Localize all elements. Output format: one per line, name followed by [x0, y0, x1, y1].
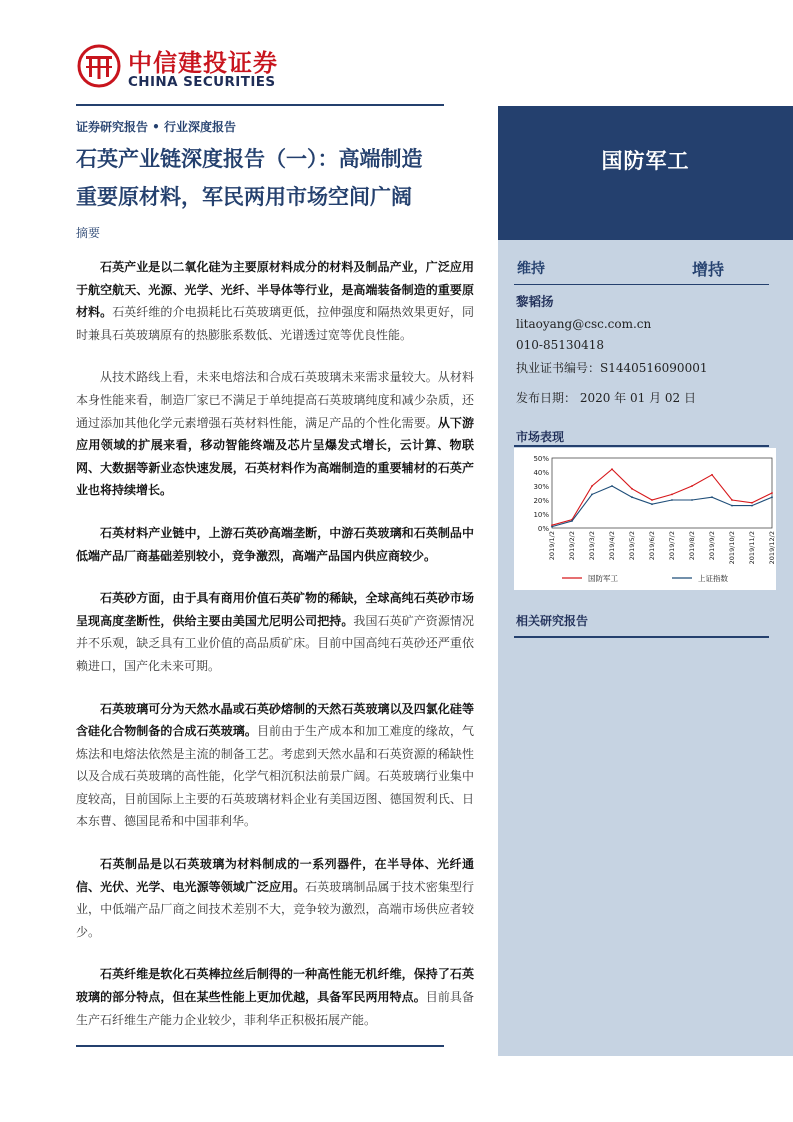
- analyst-name: 黎韬扬: [516, 294, 554, 309]
- x-tick-label: 2019/10/2: [728, 531, 736, 565]
- market-performance-label: 市场表现: [516, 430, 565, 444]
- paragraph-3: [76, 522, 474, 567]
- market-divider: [514, 445, 769, 447]
- p6-bold: 石英制品是以石英玻璃为材料制成的一系列器件，在半导体、光纤通信、光伏、光学、电光源等领域广泛应用。: [76, 857, 474, 894]
- data-point: [611, 468, 613, 470]
- data-point: [571, 520, 573, 522]
- data-point: [551, 526, 553, 528]
- data-point: [691, 485, 693, 487]
- legend-label: 上证指数: [698, 574, 728, 583]
- related-divider: [514, 636, 769, 638]
- p5-text: 目前由于生产成本和加工难度的缘故，气炼法和电熔法依然是主流的制备工艺。考虑到天然水晶和石英资源的稀缺性以及合成石英玻璃的高性能，化学气相沉积法前景广阔。石英玻璃行业集中度较高，目前国际上主要的石英玻璃材料企业有美国迈图、德国贺利氏、日本东曹、德国昆希和中国菲利华。: [76, 724, 474, 829]
- analyst-license: 执业证书编号：S1440516090001: [516, 361, 708, 375]
- data-point: [631, 496, 633, 498]
- data-point: [591, 485, 593, 487]
- header-divider: [76, 104, 444, 106]
- publish-date: 发布日期： 2020 年 01 月 02 日: [516, 391, 696, 405]
- rating-divider: [514, 284, 769, 285]
- rating-current: 增持: [692, 260, 725, 279]
- paragraph-5: [76, 698, 474, 834]
- analyst-phone: 010-85130418: [516, 338, 605, 352]
- citic-logo-icon: [77, 44, 121, 88]
- series-line: [552, 486, 772, 527]
- data-point: [651, 503, 653, 505]
- paragraph-2: [76, 366, 474, 502]
- plot-frame: [552, 458, 772, 528]
- rating-previous: 维持: [517, 261, 545, 277]
- industry-label: 国防军工: [601, 149, 690, 173]
- x-tick-label: 2019/11/2: [748, 531, 756, 565]
- brand-name-cn: 中信建投证券: [128, 49, 278, 77]
- data-point: [711, 474, 713, 476]
- x-tick-label: 2019/2/2: [568, 531, 576, 561]
- p6-text: 石英玻璃制品属于技术密集型行业，中低端产品厂商之间技术差别不大，竞争较为激烈，高端市场供应者较少。: [76, 879, 474, 939]
- y-tick-label: 0%: [537, 525, 549, 533]
- p7-text: 目前具备生产石纤维生产能力企业较少，菲利华正积极拓展产能。: [76, 990, 474, 1027]
- p1-text: 石英纤维的介电损耗比石英玻璃更低，拉伸强度和隔热效果更好，同时兼具石英玻璃原有的热膨胀系数低、光谱透过宽等优良性能。: [76, 305, 474, 342]
- data-point: [691, 499, 693, 501]
- data-point: [771, 496, 773, 498]
- x-tick-label: 2019/6/2: [648, 531, 656, 561]
- x-tick-label: 2019/7/2: [668, 531, 676, 561]
- data-point: [671, 499, 673, 501]
- page-title: [76, 140, 486, 216]
- p5-bold: 石英玻璃可分为天然水晶或石英砂熔制的天然石英玻璃以及四氯化硅等含硅化合物制备的合成石英玻璃。: [76, 701, 474, 739]
- title-line-1: 石英产业链深度报告（一）：高端制造: [76, 147, 423, 171]
- y-tick-label: 10%: [533, 511, 549, 519]
- x-tick-label: 2019/3/2: [588, 531, 596, 561]
- p4-text: 我国石英矿产资源情况并不乐观，缺乏具有工业价值的高品质矿床。目前中国高纯石英砂还严重依赖进口，国产化未来可期。: [76, 613, 474, 673]
- data-point: [731, 505, 733, 507]
- market-performance-chart: [514, 448, 776, 590]
- data-point: [611, 485, 613, 487]
- data-point: [751, 505, 753, 507]
- p7-bold: 石英纤维是软化石英棒拉丝后制得的一种高性能无机纤维，保持了石英玻璃的部分特点，但在某些性能上更加优越，具备军民两用特点。: [76, 967, 474, 1005]
- x-tick-label: 2019/5/2: [628, 531, 636, 561]
- paragraph-1: [76, 256, 474, 346]
- series-line: [552, 469, 772, 525]
- x-tick-label: 2019/12/2: [768, 531, 776, 565]
- y-tick-label: 30%: [533, 483, 549, 491]
- x-tick-label: 2019/4/2: [608, 531, 616, 561]
- x-tick-label: 2019/8/2: [688, 531, 696, 561]
- legend-label: 国防军工: [588, 574, 618, 583]
- paragraph-4: [76, 587, 474, 677]
- data-point: [591, 494, 593, 496]
- data-point: [731, 499, 733, 501]
- y-tick-label: 40%: [533, 469, 549, 477]
- data-point: [751, 502, 753, 504]
- p4-bold: 石英砂方面，由于具有商用价值石英矿物的稀缺，全球高纯石英砂市场呈现高度垄断性，供给主要由美国尤尼明公司把持。: [76, 591, 474, 628]
- analyst-email[interactable]: litaoyang@csc.com.cn: [516, 317, 652, 331]
- p3-bold: 石英材料产业链中，上游石英砂高端垄断，中游石英玻璃和石英制品中低端产品厂商基础差别较小，竞争激烈，高端产品国内供应商较少。: [76, 525, 474, 563]
- related-reports-label: 相关研究报告: [516, 614, 589, 628]
- y-tick-label: 20%: [533, 497, 549, 505]
- p1-bold: 石英产业是以二氧化硅为主要原材料成分的材料及制品产业，广泛应用于航空航天、光源、光学、光纤、半导体等行业，是高端装备制造的重要原材料。: [76, 260, 474, 320]
- data-point: [711, 496, 713, 498]
- footer-divider: [76, 1045, 444, 1047]
- abstract-label: 摘要: [76, 226, 101, 240]
- report-type: 证券研究报告 • 行业深度报告: [76, 120, 237, 134]
- sidebar-footer-strip: [498, 1038, 793, 1056]
- title-line-2: 重要原材料，军民两用市场空间广阔: [76, 185, 412, 209]
- x-tick-label: 2019/9/2: [708, 531, 716, 561]
- p2-text: 从技术路线上看，未来电熔法和合成石英玻璃未来需求量较大。从材料本身性能来看，制造厂家已不满足于单纯提高石英玻璃纯度和减少杂质，还通过添加其他化学元素增强石英材料性能，满足产品的个性化需要。: [76, 370, 474, 430]
- data-point: [671, 494, 673, 496]
- brand-name-en: CHINA SECURITIES: [128, 74, 276, 90]
- data-point: [771, 492, 773, 494]
- data-point: [651, 499, 653, 501]
- x-tick-label: 2019/1/2: [548, 531, 556, 561]
- paragraph-7: [76, 963, 474, 1031]
- y-tick-label: 50%: [533, 455, 549, 463]
- abstract-body: [76, 256, 474, 1051]
- paragraph-6: [76, 853, 474, 943]
- p2-bold: 从下游应用领域的扩展来看，移动智能终端及芯片呈爆发式增长，云计算、物联网、大数据等新业态快速发展，石英材料作为高端制造的重要辅材的石英产业也将持续增长。: [76, 415, 474, 498]
- data-point: [631, 488, 633, 490]
